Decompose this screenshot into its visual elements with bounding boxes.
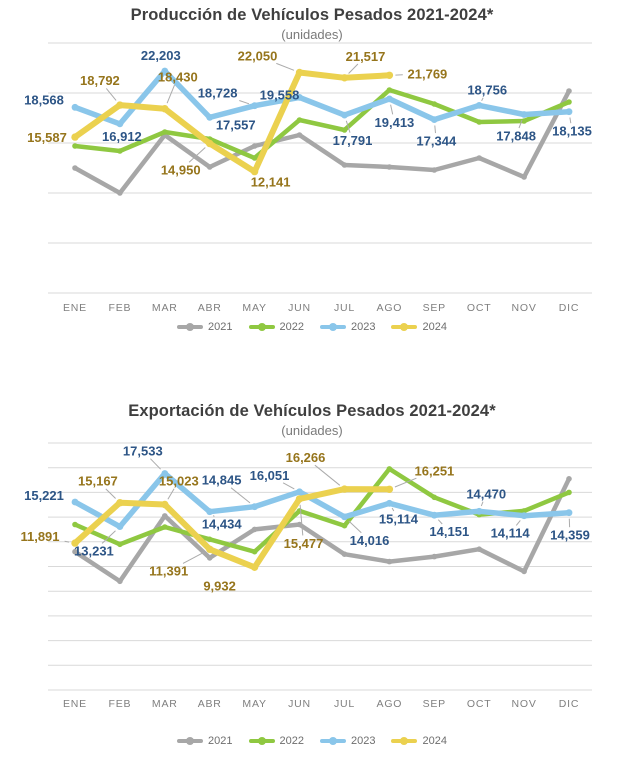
- legend-dot: [329, 737, 337, 745]
- series-marker-2024: [161, 501, 168, 508]
- legend-line-marker: [177, 325, 203, 329]
- series-marker-2023: [251, 503, 258, 510]
- data-label-2024: 21,517: [345, 48, 386, 64]
- label-leader-line: [516, 520, 520, 525]
- series-marker-2022: [297, 508, 303, 514]
- legend-label: 2022: [279, 321, 304, 333]
- data-label-2023: 14,359: [550, 527, 590, 543]
- data-label-2024: 15,477: [283, 535, 324, 551]
- series-marker-2024: [296, 69, 303, 76]
- legend-item-2022: [249, 735, 304, 747]
- series-marker-2022: [72, 143, 78, 149]
- month-label: SEP: [422, 698, 447, 710]
- label-leader-line: [276, 63, 294, 70]
- month-label: FEB: [108, 302, 132, 314]
- data-label-2023: 17,533: [122, 443, 163, 459]
- data-label-2023: 14,470: [466, 486, 507, 502]
- series-marker-2022: [387, 87, 393, 93]
- legend-label: 2024: [422, 321, 447, 333]
- series-marker-2022: [72, 522, 78, 528]
- series-marker-2022: [162, 524, 168, 530]
- produccion-plot-svg: [0, 0, 624, 318]
- series-marker-2024: [116, 499, 123, 506]
- series-marker-2021: [521, 174, 527, 180]
- series-marker-2022: [252, 549, 258, 555]
- series-marker-2022: [432, 495, 438, 501]
- data-label-2024: 22,050: [237, 48, 278, 64]
- data-label-2023: 17,791: [332, 133, 373, 149]
- data-label-2023: 15,221: [24, 488, 64, 503]
- month-label: NOV: [511, 302, 537, 314]
- month-label: AGO: [376, 698, 403, 710]
- series-marker-2023: [72, 104, 79, 111]
- month-label: MAR: [151, 698, 178, 710]
- series-marker-2023: [566, 108, 573, 115]
- data-label-2024: 15,167: [78, 473, 118, 489]
- data-label-2023: 18,135: [552, 123, 592, 139]
- series-marker-2021: [476, 155, 482, 161]
- legend-item-2023: [320, 735, 375, 747]
- series-marker-2023: [341, 514, 348, 521]
- data-label-2023: 14,151: [429, 524, 470, 540]
- series-marker-2021: [387, 164, 393, 170]
- data-label-2024: 18,792: [80, 73, 120, 89]
- month-label: DIC: [558, 302, 580, 314]
- label-leader-line: [106, 88, 116, 100]
- month-label: ENE: [63, 302, 87, 314]
- data-label-2024: 14,950: [160, 162, 201, 178]
- label-leader-line: [168, 489, 174, 500]
- chart-title: Producción de Vehículos Pesados 2021-2024*: [130, 6, 494, 24]
- data-label-2023: 19,413: [374, 114, 415, 130]
- month-label: JUL: [333, 698, 356, 710]
- data-label-2023: 17,848: [496, 128, 536, 144]
- legend-dot: [329, 323, 337, 331]
- series-marker-2021: [476, 546, 482, 552]
- legend-label: 2023: [351, 321, 376, 333]
- label-leader-line: [239, 101, 249, 104]
- series-marker-2023: [431, 512, 438, 519]
- series-marker-2023: [296, 488, 303, 495]
- legend: [0, 735, 624, 747]
- legend-line-marker: [249, 325, 275, 329]
- series-marker-2023: [117, 523, 124, 530]
- series-marker-2023: [386, 96, 393, 103]
- series-marker-2021: [387, 559, 393, 565]
- legend-line-marker: [320, 739, 346, 743]
- exportacion-chart: [0, 396, 624, 763]
- series-marker-2022: [162, 129, 168, 135]
- data-label-2024: 16,266: [285, 450, 326, 466]
- label-leader-line: [481, 502, 483, 506]
- label-leader-line: [349, 64, 358, 74]
- series-marker-2023: [206, 114, 213, 121]
- legend-label: 2022: [279, 735, 304, 747]
- month-label: FEB: [108, 698, 132, 710]
- series-marker-2023: [476, 102, 483, 109]
- data-label-2024: 18,430: [157, 69, 198, 85]
- legend-item-2024: [391, 735, 446, 747]
- data-label-2024: 15,587: [27, 130, 67, 146]
- series-marker-2022: [476, 119, 482, 125]
- data-label-2023: 18,728: [197, 85, 238, 101]
- month-label: OCT: [466, 698, 492, 710]
- legend-label: 2023: [351, 735, 376, 747]
- series-marker-2024: [341, 74, 348, 81]
- series-marker-2024: [71, 133, 78, 140]
- series-marker-2022: [117, 148, 123, 154]
- month-label: JUL: [333, 302, 356, 314]
- series-marker-2023: [431, 116, 438, 123]
- series-marker-2021: [117, 190, 123, 196]
- chart-title: Exportación de Vehículos Pesados 2021-2024*: [128, 402, 496, 420]
- legend-dot: [186, 737, 194, 745]
- series-marker-2021: [72, 165, 78, 171]
- series-marker-2021: [342, 551, 348, 557]
- label-leader-line: [167, 85, 174, 103]
- series-marker-2021: [521, 569, 527, 575]
- legend: [0, 321, 624, 333]
- legend-dot: [400, 737, 408, 745]
- series-marker-2021: [162, 513, 168, 519]
- series-marker-2023: [206, 508, 213, 515]
- series-marker-2024: [386, 486, 393, 493]
- label-leader-line: [183, 552, 204, 563]
- data-label-2024: 15,023: [158, 473, 199, 489]
- legend-dot: [186, 323, 194, 331]
- series-marker-2023: [251, 102, 258, 109]
- series-marker-2023: [72, 499, 79, 506]
- series-marker-2021: [252, 143, 258, 149]
- legend-item-2023: [320, 321, 375, 333]
- series-marker-2021: [566, 88, 572, 94]
- data-label-2023: 22,203: [140, 48, 181, 63]
- series-marker-2021: [207, 164, 213, 170]
- series-marker-2024: [296, 495, 303, 502]
- label-leader-line: [349, 521, 362, 533]
- series-marker-2021: [342, 162, 348, 168]
- data-label-2023: 17,557: [215, 117, 256, 133]
- month-label: MAR: [151, 302, 178, 314]
- legend-label: 2024: [422, 735, 447, 747]
- series-marker-2023: [476, 508, 483, 515]
- data-label-2023: 16,912: [102, 128, 142, 144]
- label-leader-line: [315, 465, 340, 485]
- data-label-2024: 9,932: [203, 578, 236, 594]
- data-label-2023: 14,016: [349, 532, 390, 548]
- series-marker-2023: [341, 112, 348, 119]
- data-label-2024: 11,891: [20, 529, 60, 545]
- series-marker-2021: [566, 476, 572, 482]
- data-label-2024: 21,769: [407, 66, 448, 82]
- data-label-2024: 12,141: [250, 174, 291, 190]
- month-label: OCT: [466, 302, 492, 314]
- month-label: ENE: [63, 698, 87, 710]
- series-marker-2023: [521, 111, 528, 118]
- month-label: AGO: [376, 302, 403, 314]
- legend-label: 2021: [208, 735, 233, 747]
- data-label-2023: 16,051: [249, 467, 290, 483]
- month-label: JUN: [288, 698, 311, 710]
- data-label-2023: 14,434: [201, 516, 242, 532]
- month-label: MAY: [242, 698, 267, 710]
- label-leader-line: [283, 483, 294, 489]
- legend-line-marker: [177, 739, 203, 743]
- series-marker-2022: [117, 542, 123, 548]
- label-leader-line: [570, 118, 571, 124]
- label-leader-line: [231, 488, 250, 503]
- label-leader-line: [482, 98, 484, 101]
- data-label-2024: 16,251: [414, 463, 455, 479]
- series-marker-2021: [432, 554, 438, 560]
- month-label: ABR: [197, 698, 222, 710]
- series-marker-2021: [432, 167, 438, 173]
- data-label-2023: 13,231: [74, 543, 114, 559]
- data-label-2024: 11,391: [149, 563, 189, 579]
- legend-line-marker: [249, 739, 275, 743]
- data-label-2023: 14,114: [490, 525, 530, 541]
- series-marker-2024: [206, 546, 213, 553]
- series-marker-2024: [386, 72, 393, 79]
- series-marker-2023: [521, 512, 528, 519]
- series-marker-2022: [342, 523, 348, 529]
- legend-dot: [400, 323, 408, 331]
- label-leader-line: [391, 105, 393, 115]
- series-marker-2024: [251, 564, 258, 571]
- series-marker-2022: [342, 127, 348, 133]
- series-line-2023: [75, 71, 569, 124]
- data-label-2023: 17,344: [416, 133, 457, 149]
- month-label: SEP: [422, 302, 447, 314]
- legend-dot: [258, 737, 266, 745]
- series-marker-2022: [432, 101, 438, 107]
- label-leader-line: [435, 126, 436, 134]
- data-label-2023: 19,558: [259, 87, 300, 103]
- series-marker-2022: [252, 155, 258, 161]
- legend-item-2022: [249, 321, 304, 333]
- data-label-2023: 18,756: [467, 82, 508, 98]
- month-label: ABR: [197, 302, 222, 314]
- month-label: NOV: [511, 698, 537, 710]
- series-marker-2024: [161, 105, 168, 112]
- series-marker-2023: [117, 121, 124, 128]
- data-label-2023: 15,114: [378, 511, 418, 527]
- series-marker-2024: [206, 140, 213, 147]
- legend-item-2024: [391, 321, 446, 333]
- label-leader-line: [106, 489, 116, 499]
- month-label: DIC: [558, 698, 580, 710]
- series-marker-2021: [297, 132, 303, 138]
- legend-line-marker: [391, 739, 417, 743]
- exportacion-plot-svg: [0, 396, 624, 714]
- series-marker-2022: [566, 490, 572, 496]
- legend-line-marker: [320, 325, 346, 329]
- legend-item-2021: [177, 321, 232, 333]
- month-label: JUN: [288, 302, 311, 314]
- series-marker-2021: [117, 579, 123, 585]
- series-marker-2023: [386, 500, 393, 507]
- series-marker-2022: [297, 117, 303, 123]
- series-marker-2024: [116, 101, 123, 108]
- series-marker-2024: [341, 485, 348, 492]
- data-label-2023: 18,568: [24, 92, 64, 108]
- series-marker-2021: [252, 527, 258, 533]
- chart-subtitle: (unidades): [281, 27, 343, 42]
- legend-label: 2021: [208, 321, 233, 333]
- legend-line-marker: [391, 325, 417, 329]
- legend-dot: [258, 323, 266, 331]
- legend-item-2021: [177, 735, 232, 747]
- series-marker-2021: [207, 555, 213, 561]
- series-marker-2023: [566, 509, 573, 516]
- series-marker-2022: [566, 99, 572, 105]
- data-label-2023: 14,845: [201, 472, 242, 488]
- month-label: MAY: [242, 302, 267, 314]
- series-marker-2022: [207, 537, 213, 543]
- chart-subtitle: (unidades): [281, 423, 343, 438]
- series-marker-2022: [387, 466, 393, 472]
